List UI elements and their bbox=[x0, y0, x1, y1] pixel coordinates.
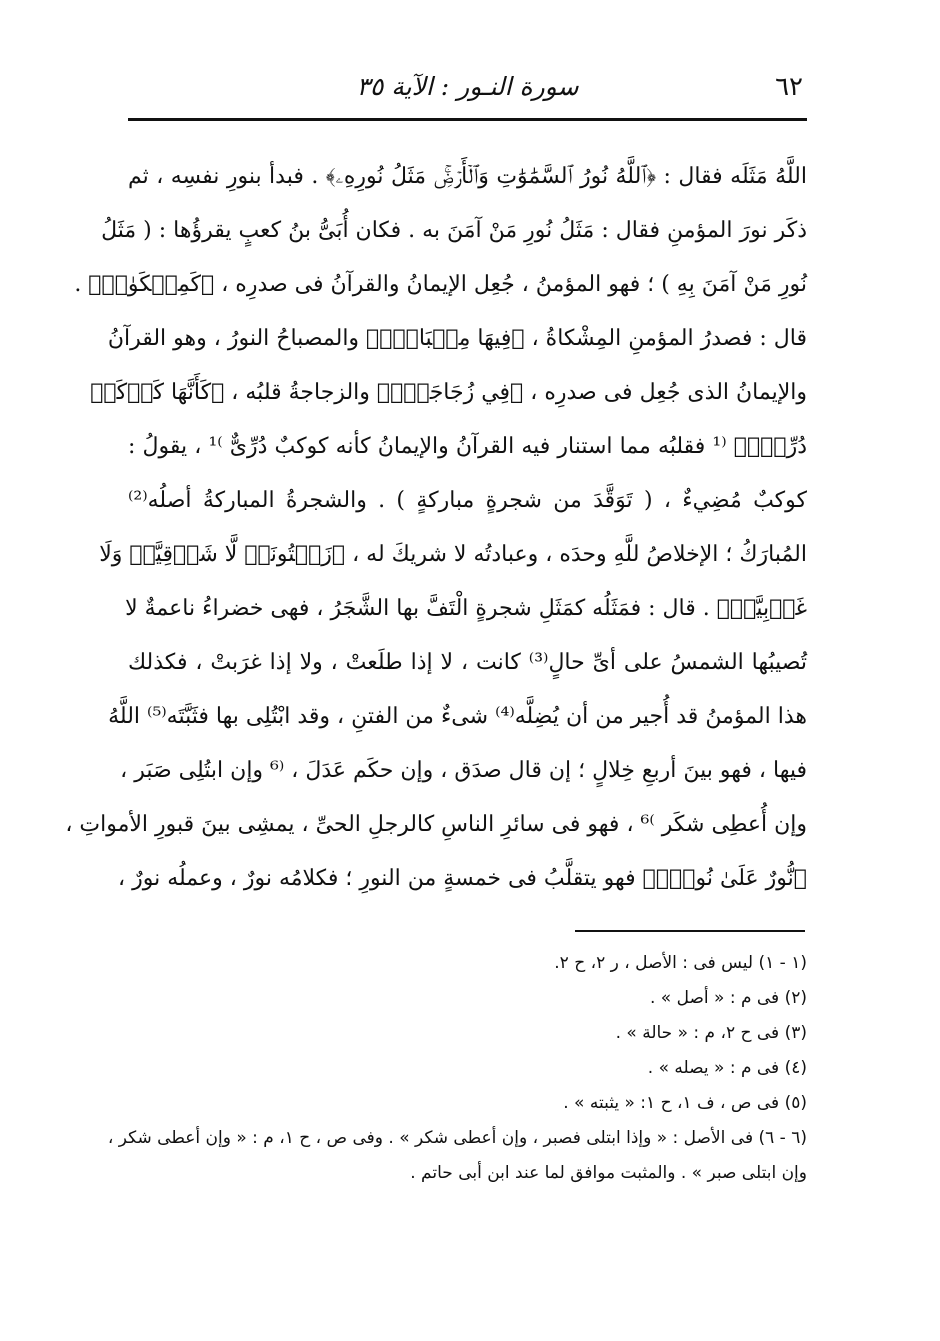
text-line: ﴿نُّورٌ عَلَىٰ نُورٖۚ﴾ فهو يتقلَّبُ فى خمسةٍ من النورِ ؛ فكلامُه نورٌ ، وعملُه نورٌ ، bbox=[118, 866, 807, 891]
text-line: هذا المؤمنُ قد أُجير من أن يُضِلَّه⁽⁴⁾ شىءٌ من الفتنِ ، وقد ابْتُلِى بها فثَبَّتَه⁽⁵⁾ اللَّهُ bbox=[108, 704, 807, 729]
text-line: قال : فصدرُ المؤمنِ المِشْكاةُ ، ﴿فِيهَا مِصۡبَاحٌۖ﴾ والمصباحُ النورُ ، وهو القرآنُ bbox=[107, 326, 807, 351]
footnote-item: (٤) فى م : « يصله » . bbox=[647, 1058, 807, 1078]
text-line: دُرِّيّٞ﴾ ⁽¹ فقلبُه مما استنار فيه القرآنُ والإيمانُ كأنه كوكبٌ دُرِّىٌّ ⁾¹ ، يقولُ : bbox=[128, 434, 807, 459]
text-line: فيها ، فهو بينَ أربعِ خِلالٍ ؛ إن قال صدَق ، وإن حكَم عَدَلَ ، ⁽⁶ وإن ابتُلِى صَبَر ، bbox=[120, 758, 807, 783]
text-line: اللَّهُ مَثَلَه فقال : ﴿ٱللَّهُ نُورُ ٱلسَّمَٰوَٰتِ وَٱلۡأَرۡضِۚ مَثَلُ نُورِهِۦ﴾ . فبدأ بنورِ نفسِه ، ثم bbox=[128, 164, 807, 189]
footnotes bbox=[107, 946, 807, 1191]
footnote-item: (٦ - ٦) فى الأصل : « وإذا ابتلى فصبر ، وإن أعطى شكر » . وفى ص ، ح ١، م : « وإن أعطى شكر ، bbox=[107, 1128, 807, 1148]
page-header bbox=[128, 70, 807, 110]
footnote-item: (١ - ١) ليس فى : الأصل ، ر ٢، ح ٢. bbox=[554, 953, 807, 973]
footnote-item: (٥) فى ص ، ف ١، ح ١: « يثبته » . bbox=[563, 1093, 807, 1113]
text-line: كوكبٌ مُضِيءٌ ، ( تَوَقَّدَ من شجرةٍ مباركةٍ ) . والشجرةُ المباركةُ أصلُه⁽²⁾ bbox=[128, 488, 807, 513]
text-line: تُصيبُها الشمسُ على أىِّ حالٍ⁽³⁾ كانت ، لا إذا طلَعتْ ، ولا إذا غرَبتْ ، فكذلك bbox=[128, 650, 807, 675]
footnote-item: (٣) فى ح ٢، م : « حالة » . bbox=[615, 1023, 807, 1043]
text-line: وإن أُعطِى شكَر ⁾⁶ ، فهو فى سائرِ الناسِ كالرجلِ الحىِّ ، يمشِى بينَ قبورِ الأمواتِ ، bbox=[65, 812, 807, 837]
running-title: سورة النـور : الآية ٣٥ bbox=[356, 72, 579, 101]
footnote-divider bbox=[575, 930, 805, 932]
text-line: والإيمانُ الذى جُعِل فى صدرِه ، ﴿فِي زُجَاجَةٍۖ﴾ والزجاجةُ قلبُه ، ﴿كَأَنَّهَا كَوۡكَبٞ bbox=[90, 380, 807, 405]
text-line: ذكَر نورَ المؤمنِ فقال : مَثَلُ نُورِ مَنْ آمَنَ به . فكان أُبَىُّ بنُ كعبٍ يقرؤُها : ( مَثَلُ bbox=[101, 218, 807, 243]
text-line: نُورِ مَنْ آمَنَ بِهِ ) ؛ فهو المؤمنُ ، جُعِل الإيمانُ والقرآنُ فى صدرِه ، ﴿كَمِشۡكَوٰةٖ﴾ . bbox=[74, 272, 807, 297]
text-line: المُبارَكُ ؛ الإخلاصُ للَّهِ وحدَه ، وعبادتُه لا شريكَ له ، ﴿زَيۡتُونَةٖ لَّا شَرۡقِيَّةٖ وَلَا bbox=[99, 542, 807, 567]
footnote-item: (٢) فى م : « أصل » . bbox=[649, 988, 807, 1008]
main-text bbox=[65, 150, 807, 906]
header-divider bbox=[128, 118, 807, 121]
text-line: غَرۡبِيَّةٖ﴾ . قال : فمَثَلُه كمَثَلِ شجرةٍ الْتَفَّ بها الشَّجَرُ ، فهى خضراءُ ناعمةٌ لا bbox=[125, 596, 807, 621]
footnote-item-continuation: وإن ابتلى صبر » . والمثبت موافق لما عند ابن أبى حاتم . bbox=[410, 1163, 807, 1183]
page-number: ٦٢ bbox=[775, 72, 803, 102]
